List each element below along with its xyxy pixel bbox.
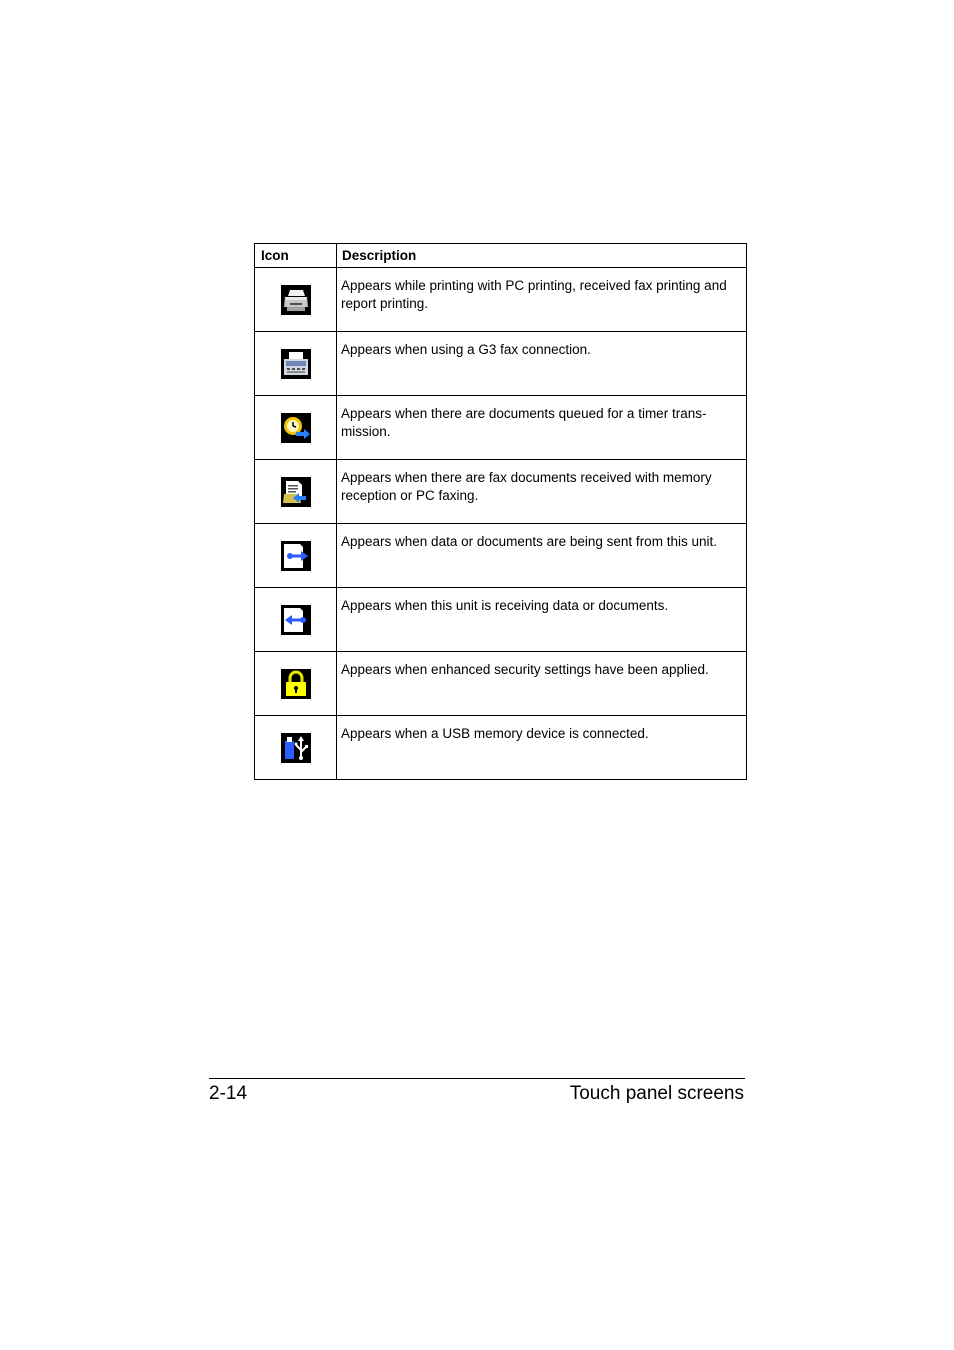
page-number: 2-14: [209, 1083, 248, 1104]
timer-transmission-icon: [281, 413, 311, 443]
data-receiving-icon: [281, 605, 311, 635]
table-row: [255, 652, 747, 716]
table-row: [255, 268, 747, 332]
usb-icon: [281, 733, 311, 763]
printer-icon: [281, 285, 311, 315]
footer-rule: [209, 1078, 745, 1079]
row-description: Appears when data or documents are being sent from this unit.: [337, 524, 747, 588]
footer-section-title: Touch panel screens: [569, 1083, 744, 1104]
padlock-icon: [281, 669, 311, 699]
row-description: Appears when a USB memory device is connected.: [337, 716, 747, 780]
table-header-row: [255, 244, 747, 268]
data-sending-icon: [281, 541, 311, 571]
table-row: [255, 332, 747, 396]
icon-description-table: [254, 243, 747, 780]
row-description: Appears when using a G3 fax connection.: [337, 332, 747, 396]
memory-reception-icon: [281, 477, 311, 507]
table-row: [255, 396, 747, 460]
icon-column-header: Icon: [255, 244, 337, 268]
row-description: Appears when enhanced security settings have been applied.: [337, 652, 747, 716]
table-row: [255, 524, 747, 588]
table-row: [255, 588, 747, 652]
row-description: Appears when this unit is receiving data or documents.: [337, 588, 747, 652]
row-description: Appears when there are documents queued for a timer trans-mission.: [337, 396, 747, 460]
table-row: [255, 460, 747, 524]
table-row: [255, 716, 747, 780]
row-description: Appears while printing with PC printing, received fax printing and report printing.: [337, 268, 747, 332]
description-column-header: Description: [337, 244, 747, 268]
fax-machine-icon: [281, 349, 311, 379]
row-description: Appears when there are fax documents received with memory reception or PC faxing.: [337, 460, 747, 524]
